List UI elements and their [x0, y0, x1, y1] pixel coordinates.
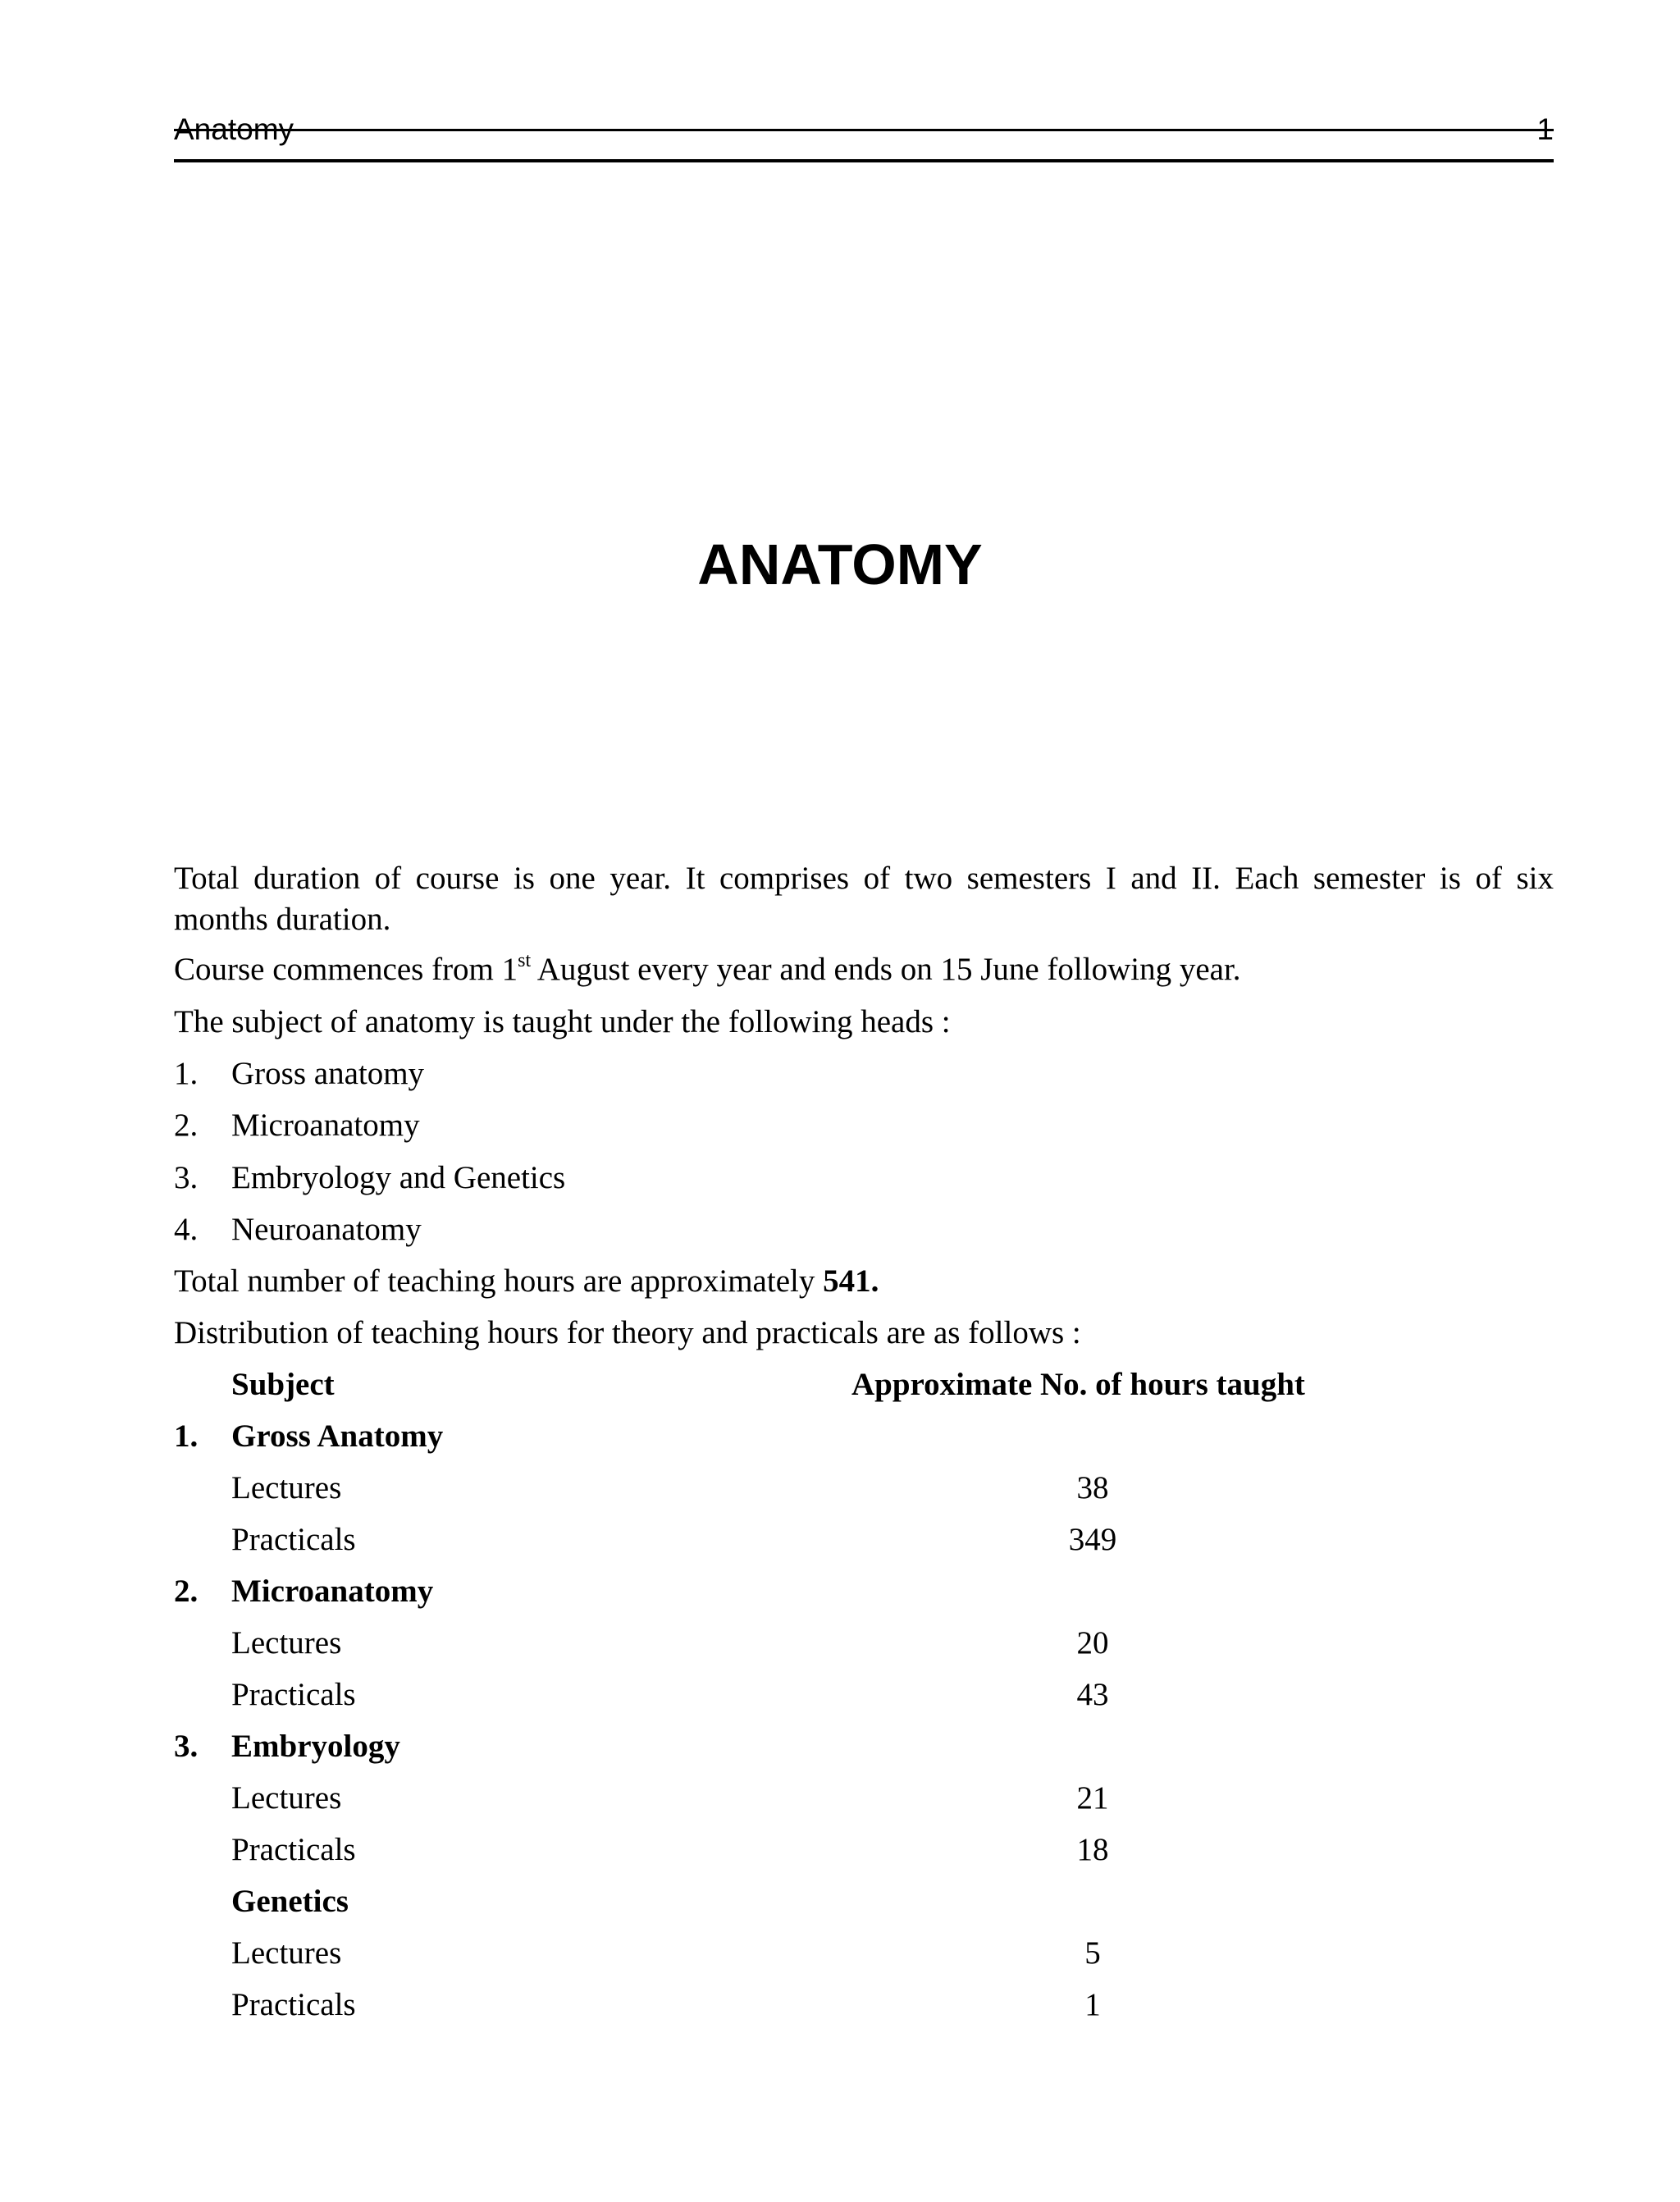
head-label: Microanatomy [231, 1108, 420, 1143]
head-label: Embryology and Genetics [231, 1160, 566, 1195]
intro-line-2: months duration. [174, 902, 391, 937]
row-label: Practicals [231, 1832, 356, 1867]
commence-before: Course commences from 1 [174, 952, 518, 987]
row-label: Lectures [231, 1625, 342, 1661]
row-hours: 43 [1076, 1677, 1109, 1712]
header-strike-rule [174, 129, 1554, 131]
section-name: Embryology [231, 1729, 400, 1764]
head-number: 2. [174, 1108, 199, 1143]
section-name: Microanatomy [231, 1574, 434, 1609]
total-hours-text [174, 1261, 1554, 1302]
row-hours: 20 [1076, 1625, 1109, 1661]
row-hours: 21 [1076, 1780, 1109, 1816]
row-hours: 38 [1076, 1470, 1109, 1505]
row-label: Practicals [231, 1522, 356, 1557]
row-hours: 1 [1084, 1987, 1101, 2022]
row-label: Lectures [231, 1935, 342, 1971]
heads-intro: The subject of anatomy is taught under the following heads : [174, 1004, 951, 1039]
section-number: 3. [174, 1729, 199, 1764]
head-label: Neuroanatomy [231, 1212, 422, 1247]
total-hours-label: Total number of teaching hours are approximately [174, 1263, 824, 1299]
section-number: 2. [174, 1574, 199, 1609]
header-rule [174, 159, 1554, 162]
running-title: Anatomy [174, 112, 294, 146]
row-label: Lectures [231, 1470, 342, 1505]
column-header-subject: Subject [231, 1367, 335, 1402]
commence-superscript: st [518, 950, 532, 971]
head-number: 1. [174, 1056, 199, 1091]
head-number: 4. [174, 1212, 199, 1247]
page-number: 1 [1536, 112, 1554, 146]
row-hours: 5 [1084, 1935, 1101, 1971]
row-label: Lectures [231, 1780, 342, 1816]
column-header-hours: Approximate No. of hours taught [851, 1367, 1305, 1402]
course-commence-text [174, 949, 1554, 990]
commence-after: August every year and ends on 15 June following year. [531, 952, 1241, 987]
section-name: Gross Anatomy [231, 1419, 444, 1454]
total-hours-value: 541. [823, 1263, 879, 1299]
row-label: Practicals [231, 1677, 356, 1712]
row-hours: 349 [1068, 1522, 1117, 1557]
page-title: ANATOMY [697, 532, 983, 596]
intro-line-1: Total duration of course is one year. It comprises of two semesters I and II. Each semester is of six [174, 861, 1554, 896]
distribution-intro: Distribution of teaching hours for theory and practicals are as follows : [174, 1315, 1081, 1350]
head-number: 3. [174, 1160, 199, 1195]
head-label: Gross anatomy [231, 1056, 425, 1091]
row-hours: 18 [1076, 1832, 1109, 1867]
row-label: Practicals [231, 1987, 356, 2022]
section-number: 1. [174, 1419, 199, 1454]
section-name: Genetics [231, 1884, 349, 1919]
